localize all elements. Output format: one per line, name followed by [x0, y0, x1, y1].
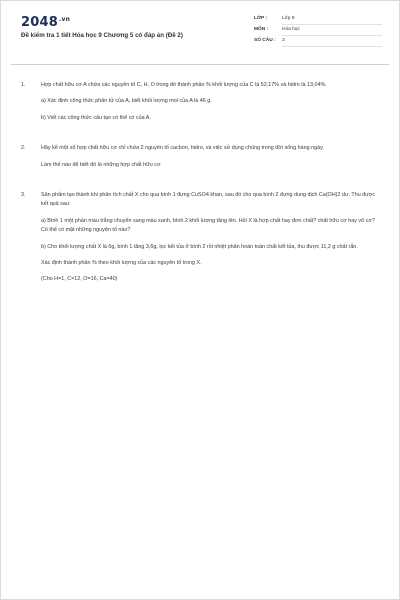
meta-label: SỐ CÂU :: [254, 38, 276, 43]
meta-label: LỚP :: [254, 16, 268, 21]
question-number: 3.: [21, 192, 26, 199]
question-item: [21, 81, 381, 123]
question-body: [41, 144, 381, 170]
question-number: 2.: [21, 145, 26, 152]
meta-row-subject: [254, 27, 382, 38]
question-number: 1.: [21, 82, 26, 88]
header-divider: [11, 64, 389, 65]
question-part: b) Viết các công thức cấu tạo có thể có của A.: [41, 114, 151, 121]
site-logo[interactable]: [21, 15, 70, 30]
question-body: [41, 191, 381, 285]
question-part: Xác định thành phần % theo khối lượng của các nguyên tố trong X.: [41, 260, 202, 267]
question-text: Hợp chất hữu cơ A chứa các nguyên tố C, H, O trong đó thành phần % khối lượng của C là 52,17% và hidro là 13,04%.: [41, 82, 327, 88]
question-part: (Cho H=1, C=12, O=16, Ca=40): [41, 276, 118, 283]
question-part: a) Bình 1 một phần màu trắng chuyển sang màu xanh, bình 2 khối lượng tăng lên. Hỏi X là hợp chất hay đơn chất? chất hữu cơ hay vô cơ? Có thể có mặt những nguyên tố nào?: [41, 217, 375, 234]
question-item: [21, 144, 381, 170]
question-body: [41, 81, 381, 123]
meta-value: 3: [282, 38, 382, 47]
meta-value: Hóa học: [282, 27, 382, 36]
meta-label: MÔN :: [254, 27, 269, 32]
question-part: a) Xác định công thức phân tử của A, biết khối lượng mol của A là 46 g.: [41, 98, 212, 105]
logo-suffix: .vn: [58, 15, 71, 23]
logo-main: 2048: [21, 15, 58, 30]
question-text: Hãy kể một số hợp chất hữu cơ chỉ chứa 2 nguyên tố cacbon, hidro, và việc sử dụng chúng trong đời sống hàng ngày.: [41, 145, 324, 152]
exam-meta: [254, 16, 382, 49]
question-item: [21, 191, 381, 285]
meta-value: Lớp 9: [282, 16, 382, 25]
meta-row-count: [254, 38, 382, 49]
question-text: Sản phẩm tạo thành khi phân tích chất X cho qua bình 1 đựng CuSO4 khan, sau đó cho qua bình 2 đựng dung dịch Ca(OH)2 dư. Thu được kết quả sau:: [41, 192, 376, 208]
exam-title: Đề kiểm tra 1 tiết Hóa học 9 Chương 5 có đáp án (Đề 2): [21, 32, 183, 39]
meta-row-class: [254, 16, 382, 27]
question-part: b) Cho khối lượng chất X là 6g, bình 1 tăng 3,6g, lọc kết tủa ở bình 2 rồi nhiệt phân hoàn toàn chất kết tủa, thu được 11,2 g chất rắn.: [41, 243, 358, 250]
question-list: [21, 81, 381, 285]
question-part: Làm thế nào để biết đó là những hợp chất hữu cơ: [41, 161, 161, 168]
